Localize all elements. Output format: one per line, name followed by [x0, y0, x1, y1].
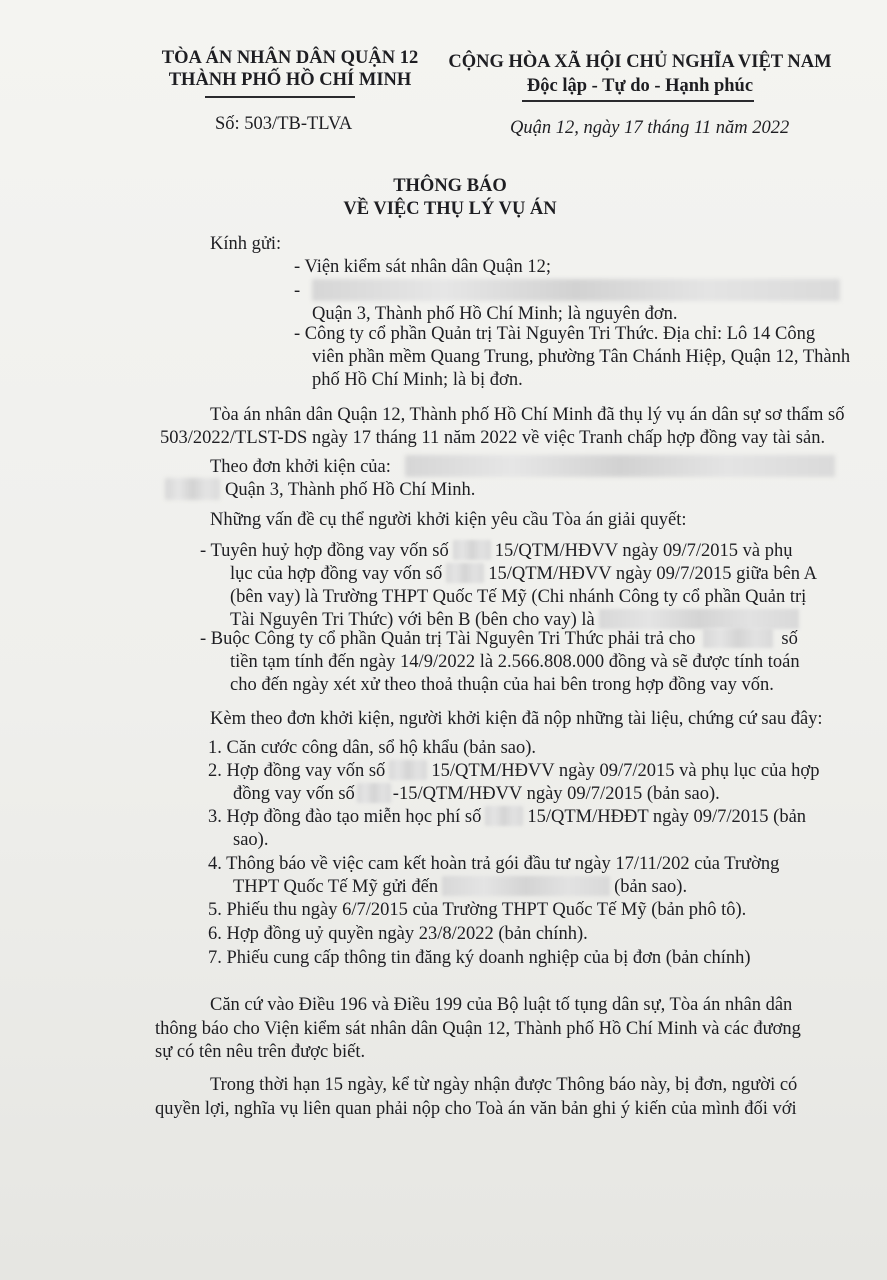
evidence-6: 6. Hợp đồng uỷ quyền ngày 23/8/2022 (bản chính). — [208, 924, 588, 944]
evidence-1: 1. Căn cước công dân, sổ hộ khẩu (bản sao). — [208, 738, 537, 758]
plaintiff-line1: Theo đơn khởi kiện của: — [210, 457, 391, 477]
claim-1-line1: - Tuyên huỷ hợp đồng vay vốn số 15/QTM/HĐVV ngày 09/7/2015 và phụ — [200, 541, 793, 561]
motto-underline — [522, 100, 754, 102]
recipient-2-tail: Quận 3, Thành phố Hồ Chí Minh; là nguyên đơn. — [312, 304, 678, 324]
evidence-4-line1: 4. Thông báo về việc cam kết hoàn trả gói đầu tư ngày 17/11/202 của Trường — [208, 854, 780, 874]
recipient-2-dash: - — [294, 281, 301, 301]
recipient-3-line2: viên phần mềm Quang Trung, phường Tân Chánh Hiệp, Quận 12, Thành — [312, 347, 851, 367]
place-date: Quận 12, ngày 17 tháng 11 năm 2022 — [510, 118, 790, 138]
recipients-label: Kính gửi: — [210, 234, 282, 254]
para3-line2: quyền lợi, nghĩa vụ liên quan phải nộp cho Toà án văn bản ghi ý kiến của mình đối với — [155, 1099, 797, 1119]
para1-line2: 503/2022/TLST-DS ngày 17 tháng 11 năm 2022 về việc Tranh chấp hợp đồng vay tài sản. — [160, 428, 826, 448]
plaintiff-line2: Quận 3, Thành phố Hồ Chí Minh. — [225, 480, 476, 500]
recipient-1: - Viện kiểm sát nhân dân Quận 12; — [294, 257, 551, 277]
evidence-3-line1: 3. Hợp đồng đào tạo miễn học phí số 15/QTM/HĐĐT ngày 09/7/2015 (bản — [208, 807, 807, 827]
evidence-4-line2: THPT Quốc Tế Mỹ gửi đến (bản sao). — [233, 877, 688, 897]
claims-intro: Những vấn đề cụ thể người khởi kiện yêu cầu Tòa án giải quyết: — [210, 510, 687, 530]
redacted-address — [165, 478, 220, 500]
para1-line1: Tòa án nhân dân Quận 12, Thành phố Hồ Chí Minh đã thụ lý vụ án dân sự sơ thẩm số — [210, 405, 845, 425]
title-line2: VỀ VIỆC THỤ LÝ VỤ ÁN — [343, 199, 557, 219]
title-line1: THÔNG BÁO — [393, 176, 507, 196]
evidence-3-line2: sao). — [233, 830, 269, 850]
evidence-5: 5. Phiếu thu ngày 6/7/2015 của Trường THPT Quốc Tế Mỹ (bản phô tô). — [208, 900, 747, 920]
court-city: THÀNH PHỐ HỒ CHÍ MINH — [168, 70, 412, 90]
claim-2-line2: tiền tạm tính đến ngày 14/9/2022 là 2.566.808.000 đồng và sẽ được tính toán — [230, 652, 800, 672]
evidence-7: 7. Phiếu cung cấp thông tin đăng ký doanh nghiệp của bị đơn (bản chính) — [208, 948, 751, 968]
para2-line3: sự có tên nêu trên được biết. — [155, 1042, 366, 1062]
claim-1-line2: lục của hợp đồng vay vốn số 15/QTM/HĐVV ngày 09/7/2015 giữa bên A — [230, 564, 818, 584]
claim-2-line1: - Buộc Công ty cổ phần Quản trị Tài Nguyên Tri Thức phải trả cho số — [200, 629, 798, 649]
evidence-2-line1: 2. Hợp đồng vay vốn số 15/QTM/HĐVV ngày 09/7/2015 và phụ lục của hợp — [208, 761, 820, 781]
evidence-intro: Kèm theo đơn khởi kiện, người khởi kiện đã nộp những tài liệu, chứng cứ sau đây: — [210, 709, 823, 729]
document-number: Số: 503/TB-TLVA — [215, 114, 353, 134]
claim-1-line3: (bên vay) là Trường THPT Quốc Tế Mỹ (Chi nhánh Công ty cổ phần Quản trị — [230, 587, 807, 607]
nation-name: CỘNG HÒA XÃ HỘI CHỦ NGHĨA VIỆT NAM — [448, 52, 832, 72]
evidence-2-line2: đồng vay vốn số -15/QTM/HĐVV ngày 09/7/2015 (bản sao). — [233, 784, 720, 804]
recipient-3-line1: - Công ty cổ phần Quản trị Tài Nguyên Tri Thức. Địa chỉ: Lô 14 Công — [294, 324, 816, 344]
claim-2-line3: cho đến ngày xét xử theo thoả thuận của hai bên trong hợp đồng vay vốn. — [230, 675, 774, 695]
court-name: TÒA ÁN NHÂN DÂN QUẬN 12 — [161, 48, 419, 68]
redacted-plaintiff-name — [312, 279, 840, 301]
recipient-3-line3: phố Hồ Chí Minh; là bị đơn. — [312, 370, 523, 390]
redacted-plaintiff-info — [405, 455, 835, 477]
para2-line2: thông báo cho Viện kiểm sát nhân dân Quận 12, Thành phố Hồ Chí Minh và các đương — [155, 1019, 801, 1039]
nation-motto: Độc lập - Tự do - Hạnh phúc — [526, 76, 754, 96]
para3-line1: Trong thời hạn 15 ngày, kể từ ngày nhận được Thông báo này, bị đơn, người có — [210, 1075, 798, 1095]
court-underline — [205, 96, 355, 98]
claim-1-line4: Tài Nguyên Tri Thức) với bên B (bên cho vay) là — [230, 608, 799, 632]
para2-line1: Căn cứ vào Điều 196 và Điều 199 của Bộ luật tố tụng dân sự, Tòa án nhân dân — [210, 995, 793, 1015]
